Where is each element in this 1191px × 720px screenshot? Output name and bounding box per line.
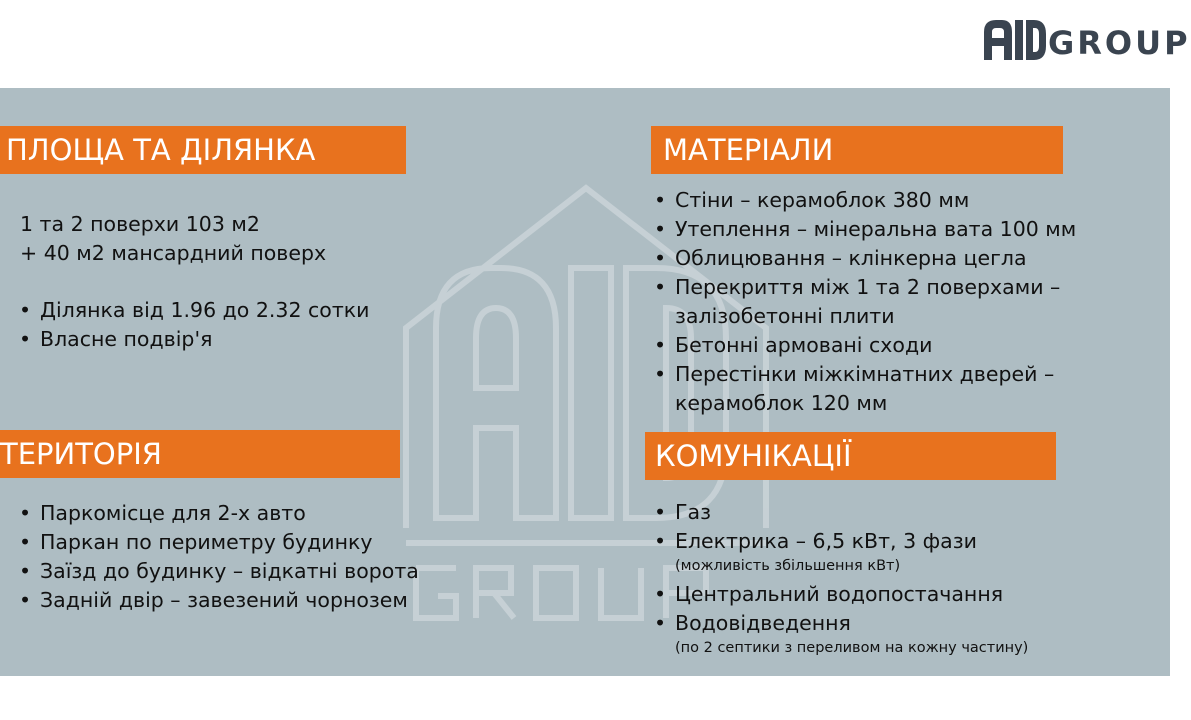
list-item: • Центральний водопостачання (654, 580, 1028, 609)
territory-section-title: ТЕРИТОРІЯ (0, 430, 400, 478)
materials-section-title: МАТЕРІАЛИ (651, 126, 1063, 174)
materials-list (654, 186, 1076, 418)
communications-list (654, 498, 1028, 662)
aid-logo-mark (982, 16, 1048, 64)
list-item: • Газ (654, 498, 1028, 527)
list-item: • Перестінки міжкімнатних дверей – керамоблок 120 мм (654, 360, 1076, 418)
territory-list (19, 499, 419, 615)
list-item: • Паркомісце для 2-х авто (19, 499, 419, 528)
company-logo (982, 16, 1191, 64)
list-item: • Перекриття між 1 та 2 поверхами – залізобетонні плити (654, 273, 1076, 331)
content-panel (0, 88, 1170, 676)
list-item: • Ділянка від 1.96 до 2.32 сотки (19, 296, 370, 325)
area-summary (20, 210, 326, 268)
area-floors-line: 1 та 2 поверхи 103 м2 (20, 212, 260, 236)
list-item: • Водовідведення (по 2 септики з переливом на кожну частину) (654, 609, 1028, 658)
list-item: • Задній двір – завезений чорнозем (19, 586, 419, 615)
list-item: • Власне подвір'я (19, 325, 370, 354)
list-item: • Паркан по периметру будинку (19, 528, 419, 557)
list-item: • Заїзд до будинку – відкатні ворота (19, 557, 419, 586)
area-list (19, 296, 370, 354)
area-attic-line: + 40 м2 мансардний поверх (20, 241, 327, 265)
list-item: • Стіни – керамоблок 380 мм (654, 186, 1076, 215)
area-section-title: ПЛОЩА ТА ДІЛЯНКА (0, 126, 406, 174)
list-item: • Електрика – 6,5 кВт, 3 фази (можливість збільшення кВт) (654, 527, 1028, 576)
list-item: • Утеплення – мінеральна вата 100 мм (654, 215, 1076, 244)
list-item: • Бетонні армовані сходи (654, 331, 1076, 360)
logo-group-text: GROUP (1048, 24, 1191, 62)
list-item: • Облицювання – клінкерна цегла (654, 244, 1076, 273)
communications-section-title: КОМУНІКАЦІЇ (645, 432, 1056, 480)
